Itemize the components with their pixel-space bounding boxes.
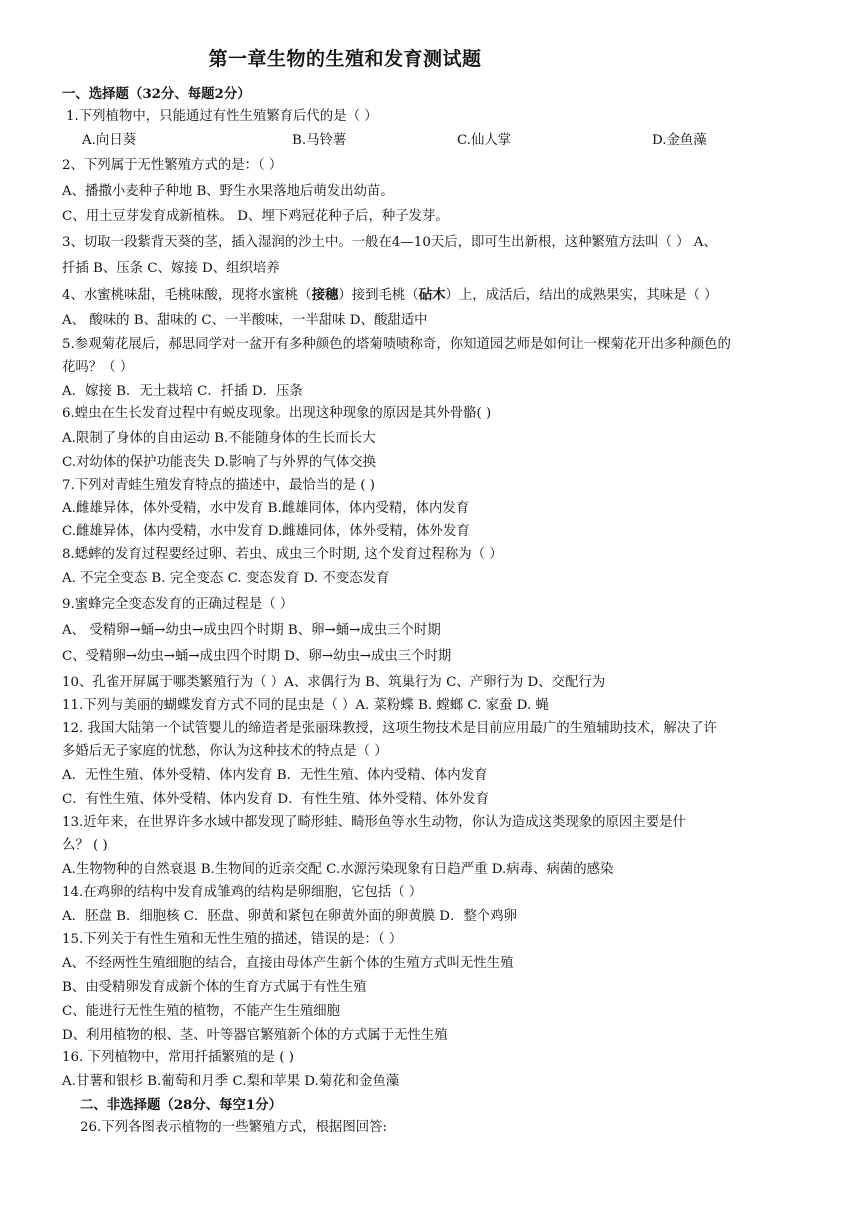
question-6-options-ab: A.限制了身体的自由运动 B.不能随身体的生长而长大 — [62, 431, 376, 446]
question-6-options-cd: C.对幼体的保护功能丧失 D.影响了与外界的气体交换 — [62, 455, 376, 470]
question-9: 9.蜜蜂完全变态发育的正确过程是（ ） — [62, 597, 294, 612]
question-7: 7.下列对青蛙生殖发育特点的描述中，最恰当的是 ( ) — [62, 478, 375, 493]
question-5: 5.参观菊花展后，郝思同学对一盆开有多种颜色的塔菊啧啧称奇，你知道园艺师是如何让一棵菊花开出多种颜色的 — [62, 337, 731, 352]
question-4 — [62, 286, 832, 305]
q4-text: ）上，成活后，结出的成熟果实，其味是（ ） — [445, 288, 718, 303]
question-10: 10、孔雀开屏属于哪类繁殖行为（ ）A、求偶行为 B、筑巢行为 C、产卵行为 D、交配行为 — [62, 675, 606, 690]
q4-stock-term: 砧木 — [418, 287, 446, 303]
option: D.金鱼藻 — [652, 133, 707, 148]
question-16: 16. 下列植物中，常用扦插繁殖的是 ( ) — [62, 1050, 294, 1065]
question-2: 2、下列属于无性繁殖方式的是：（ ） — [62, 158, 283, 173]
question-15-option-b: B、由受精卵发育成新个体的生育方式属于有性生殖 — [62, 980, 367, 995]
question-4-options: A、 酸味的 B、甜味的 C、一半酸味，一半甜味 D、酸甜适中 — [62, 313, 428, 328]
question-5-cont: 花吗？（ ） — [62, 360, 134, 375]
question-12-cont: 多婚后无子家庭的忧愁，你认为这种技术的特点是（ ） — [62, 744, 388, 759]
question-7-options-ab: A.雌雄异体，体外受精，水中发育 B.雌雄同体，体内受精，体内发育 — [62, 501, 470, 516]
q4-text: 4、水蜜桃味甜，毛桃味酸，现将水蜜桃（ — [62, 288, 312, 303]
option: B.马铃薯 — [292, 133, 347, 148]
option: A.向日葵 — [82, 133, 137, 148]
question-15-option-d: D、利用植物的根、茎、叶等器官繁殖新个体的方式属于无性生殖 — [62, 1028, 448, 1043]
question-15: 15.下列关于有性生殖和无性生殖的描述，错误的是：（ ） — [62, 932, 403, 947]
page-title: 第一章生物的生殖和发育测试题 — [208, 48, 482, 70]
question-9-options-cd: C、受精卵→幼虫→蛹→成虫四个时期 D、卵→幼虫→成虫三个时期 — [62, 649, 452, 664]
question-6: 6.蝗虫在生长发育过程中有蜕皮现象。出现这种现象的原因是其外骨骼( ) — [62, 406, 492, 421]
question-7-options-cd: C.雌雄异体，体内受精，水中发育 D.雌雄同体，体外受精，体外发育 — [62, 524, 470, 539]
q4-text: ）接到毛桃（ — [338, 288, 419, 303]
question-1: 1.下列植物中，只能通过有性生殖繁育后代的是（ ） — [66, 109, 378, 124]
question-13: 13.近年来，在世界许多水域中都发现了畸形蛙、畸形鱼等水生动物，你认为造成这类现象的原因主要是什 — [62, 815, 686, 830]
question-12-options-ab: A．无性生殖、体外受精、体内发育 B．无性生殖、体内受精、体内发育 — [62, 768, 488, 783]
question-14: 14.在鸡卵的结构中发育成雏鸡的结构是卵细胞，它包括（ ） — [62, 885, 423, 900]
question-26: 26.下列各图表示植物的一些繁殖方式，根据图回答: — [80, 1120, 388, 1135]
question-8-options: A. 不完全变态 B. 完全变态 C. 变态发育 D. 不变态发育 — [62, 571, 390, 586]
section-heading-non-choice: 二、非选择题（28分、每空1分） — [80, 1097, 283, 1113]
question-12-options-cd: C．有性生殖、体外受精、体内发育 D．有性生殖、体外受精、体外发育 — [62, 792, 489, 807]
question-12: 12. 我国大陆第一个试管婴儿的缔造者是张丽珠教授，这项生物技术是目前应用最广的生殖辅助技术，解决了许 — [62, 721, 717, 736]
question-8: 8.蟋蟀的发育过程要经过卵、若虫、成虫三个时期, 这个发育过程称为（ ） — [62, 547, 503, 562]
section-heading-choice: 一、选择题（32分、每题2分） — [62, 86, 251, 102]
question-9-options-ab: A、 受精卵→蛹→幼虫→成虫四个时期 B、卵→蛹→成虫三个时期 — [62, 623, 441, 638]
question-3-options: 扦插 B、压条 C、嫁接 D、组织培养 — [62, 261, 280, 276]
question-11: 11.下列与美丽的蝴蝶发育方式不同的昆虫是（ ）A. 菜粉蝶 B. 螳螂 C. 家蚕 D. 蝇 — [62, 698, 549, 713]
question-2-options-cd: C、用土豆芽发育成新植株。 D、埋下鸡冠花种子后，种子发芽。 — [62, 209, 449, 224]
question-3: 3、切取一段紫背天葵的茎，插入湿润的沙土中。一般在4—10天后，即可生出新根，这种繁殖方法叫（ ） A、 — [62, 235, 717, 250]
option: C.仙人掌 — [457, 133, 512, 148]
question-15-option-c: C、能进行无性生殖的植物，不能产生生殖细胞 — [62, 1004, 341, 1019]
question-1-options — [82, 132, 852, 150]
question-2-options-ab: A、播撒小麦种子种地 B、野生水果落地后萌发出幼苗。 — [62, 184, 394, 199]
question-5-options: A．嫁接 B．无土栽培 C．扦插 D．压条 — [62, 384, 303, 399]
question-14-options: A．胚盘 B．细胞核 C．胚盘、卵黄和紧包在卵黄外面的卵黄膜 D．整个鸡卵 — [62, 909, 517, 924]
question-16-options: A.甘薯和银杉 B.葡萄和月季 C.梨和苹果 D.菊花和金鱼藻 — [62, 1074, 400, 1089]
question-13-options: A.生物物种的自然衰退 B.生物间的近亲交配 C.水源污染现象有日趋严重 D.病毒、病菌的感染 — [62, 862, 614, 877]
question-13-cont: 么？ ( ) — [62, 838, 108, 853]
question-15-option-a: A、不经两性生殖细胞的结合，直接由母体产生新个体的生殖方式叫无性生殖 — [62, 956, 514, 971]
q4-scion-term: 接穗 — [311, 287, 339, 303]
